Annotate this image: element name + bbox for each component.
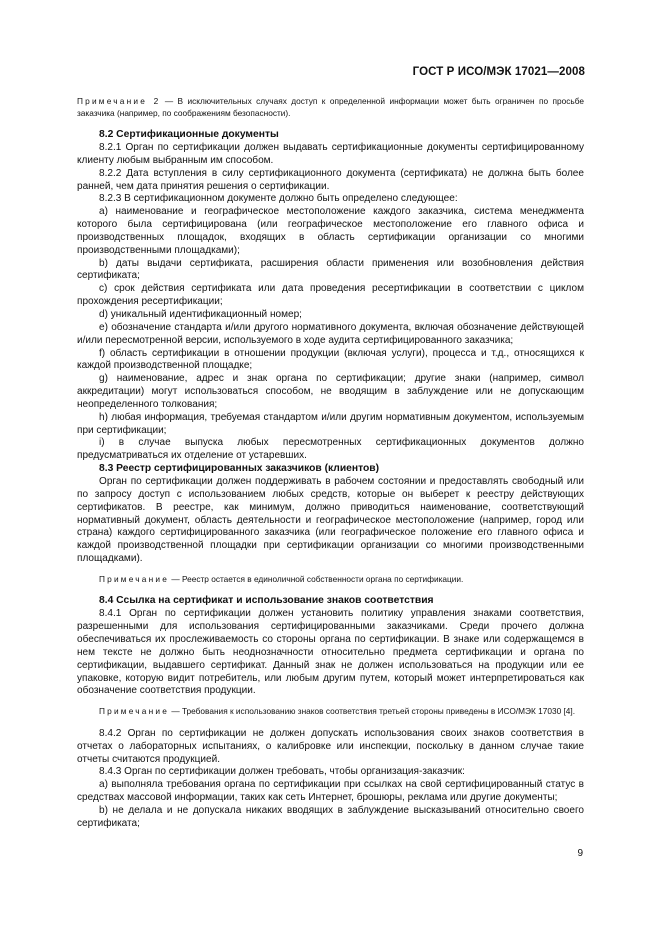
paragraph-8-2-1: 8.2.1 Орган по сертификации должен выдавать сертификационные документы сертифицированному клиенту любым выбранным им способом. [77, 142, 584, 166]
list-item-a: а) наименование и географическое местоположение каждого заказчика, система менеджмента которого была сертифицирована (или географическое местоположение его главного офиса и производственных площадок, входящих в область сертификации организации со многими производственными площадками); [77, 206, 584, 256]
document-body [77, 96, 584, 831]
paragraph-8-3: Орган по сертификации должен поддерживать в рабочем состоянии и предоставлять свободный или по запросу доступ с использованием любых средств, которые он выберет к реестру действующих сертификатов. В реестре, как минимум, должно приводиться наименование, соответствующий нормативный документ, область деятельности и географическое местоположение (например, город или страна) каждого сертифицированного заказчика (или географическое положение его главного офиса и каждой производственной площадки при сертификации организации со многими производственными площадками). [77, 475, 584, 565]
list-item-a: а) выполняла требования органа по сертификации при ссылках на свой сертифицированный статус в средствах массовой информации, таких как сеть Интернет, брошюры, реклама или другие документы; [77, 779, 584, 804]
paragraph-8-4-3: 8.4.3 Орган по сертификации должен требовать, чтобы организация-заказчик: [99, 766, 465, 778]
note-paragraph [77, 706, 584, 718]
paragraph-8-2-2: 8.2.2 Дата вступления в силу сертификационного документа (сертификата) не должна быть более ранней, чем дата принятия решения о сертификации. [77, 167, 584, 192]
note-paragraph [77, 574, 584, 586]
page-number: 9 [577, 848, 583, 859]
list-item-g: g) наименование, адрес и знак органа по сертификации; другие знаки (например, символ аккредитации) могут использоваться способом, не вводящим в заблуждение или не допускающим неопределенного толкования; [77, 373, 584, 410]
note-text: — Требования к использованию знаков соответствия третьей стороны приведены в ИСО/МЭК 17030 [4]. [169, 706, 576, 717]
list-item-h: h) любая информация, требуемая стандартом и/или другим нормативным документом, используемым при сертификации; [77, 411, 584, 436]
list-item-d: d) уникальный идентификационный номер; [99, 309, 302, 320]
paragraph-8-4-2: 8.4.2 Орган по сертификации не должен допускать использования своих знаков соответствия в отчетах о лабораторных испытаниях, о калибровке или инспекции, поскольку в данном случае такие отчеты считаются продукцией. [77, 727, 584, 765]
list-item-f: f) область сертификации в отношении продукции (включая услуги), процесса и т.д., относящихся к каждой производственной площадке; [77, 347, 584, 372]
section-heading-8-4: 8.4 Ссылка на сертификат и использование знаков соответствия [99, 595, 434, 607]
note-label: Примечание [99, 573, 170, 584]
note-text: — Реестр остается в единоличной собственности органа по сертификации. [169, 573, 464, 584]
list-item-e: е) обозначение стандарта и/или другого нормативного документа, включая обозначение действующей и/или пересмотренной версии, используемого в ходе аудита сертифицированного заказчика; [77, 321, 584, 346]
note-text: — В исключительных случаях доступ к определенной информации может быть ограничен по просьбе заказчика (например, по соображениям безопасности). [77, 96, 585, 118]
note-label: Примечание 2 [77, 96, 161, 106]
note-label: Примечание [99, 706, 170, 717]
paragraph-8-4-1: 8.4.1 Орган по сертификации должен установить политику управления знаками соответствия, разрешенными для использования сертифицированными заказчиками. Среди прочего должна обеспечиваться их прослеживаемость со стороны органа по сертификации. В знаке или содержащемся в нем тексте не должно быть неоднозначности относительно предмета сертификации и органа по сертификации, выдавшего сертификат. Данный знак не должен использоваться на продукции или ее упаковке, которую видит потребитель, или любым другим путем, который может интерпретироваться как обозначение соответствия продукции. [77, 608, 584, 697]
list-item-b: b) даты выдачи сертификата, расширения области применения или возобновления действия сертификата; [77, 257, 584, 282]
section-heading-8-2: 8.2 Сертификационные документы [99, 129, 279, 141]
paragraph-8-2-3: 8.2.3 В сертификационном документе должно быть определено следующее: [99, 193, 458, 205]
section-heading-8-3: 8.3 Реестр сертифицированных заказчиков (клиентов) [99, 463, 380, 475]
list-item-c: с) срок действия сертификата или дата проведения ресертификации в соответствии с циклом прохождения ресертификации; [77, 283, 584, 308]
note-paragraph [77, 96, 584, 119]
list-item-i: i) в случае выпуска любых пересмотренных сертификационных документов должно предусматриваться их отделение от устаревших. [77, 437, 584, 462]
document-header: ГОСТ Р ИСО/МЭК 17021—2008 [412, 66, 585, 78]
list-item-b: b) не делала и не допускала никаких вводящих в заблуждение высказываний относительно своего сертификата; [77, 804, 584, 829]
